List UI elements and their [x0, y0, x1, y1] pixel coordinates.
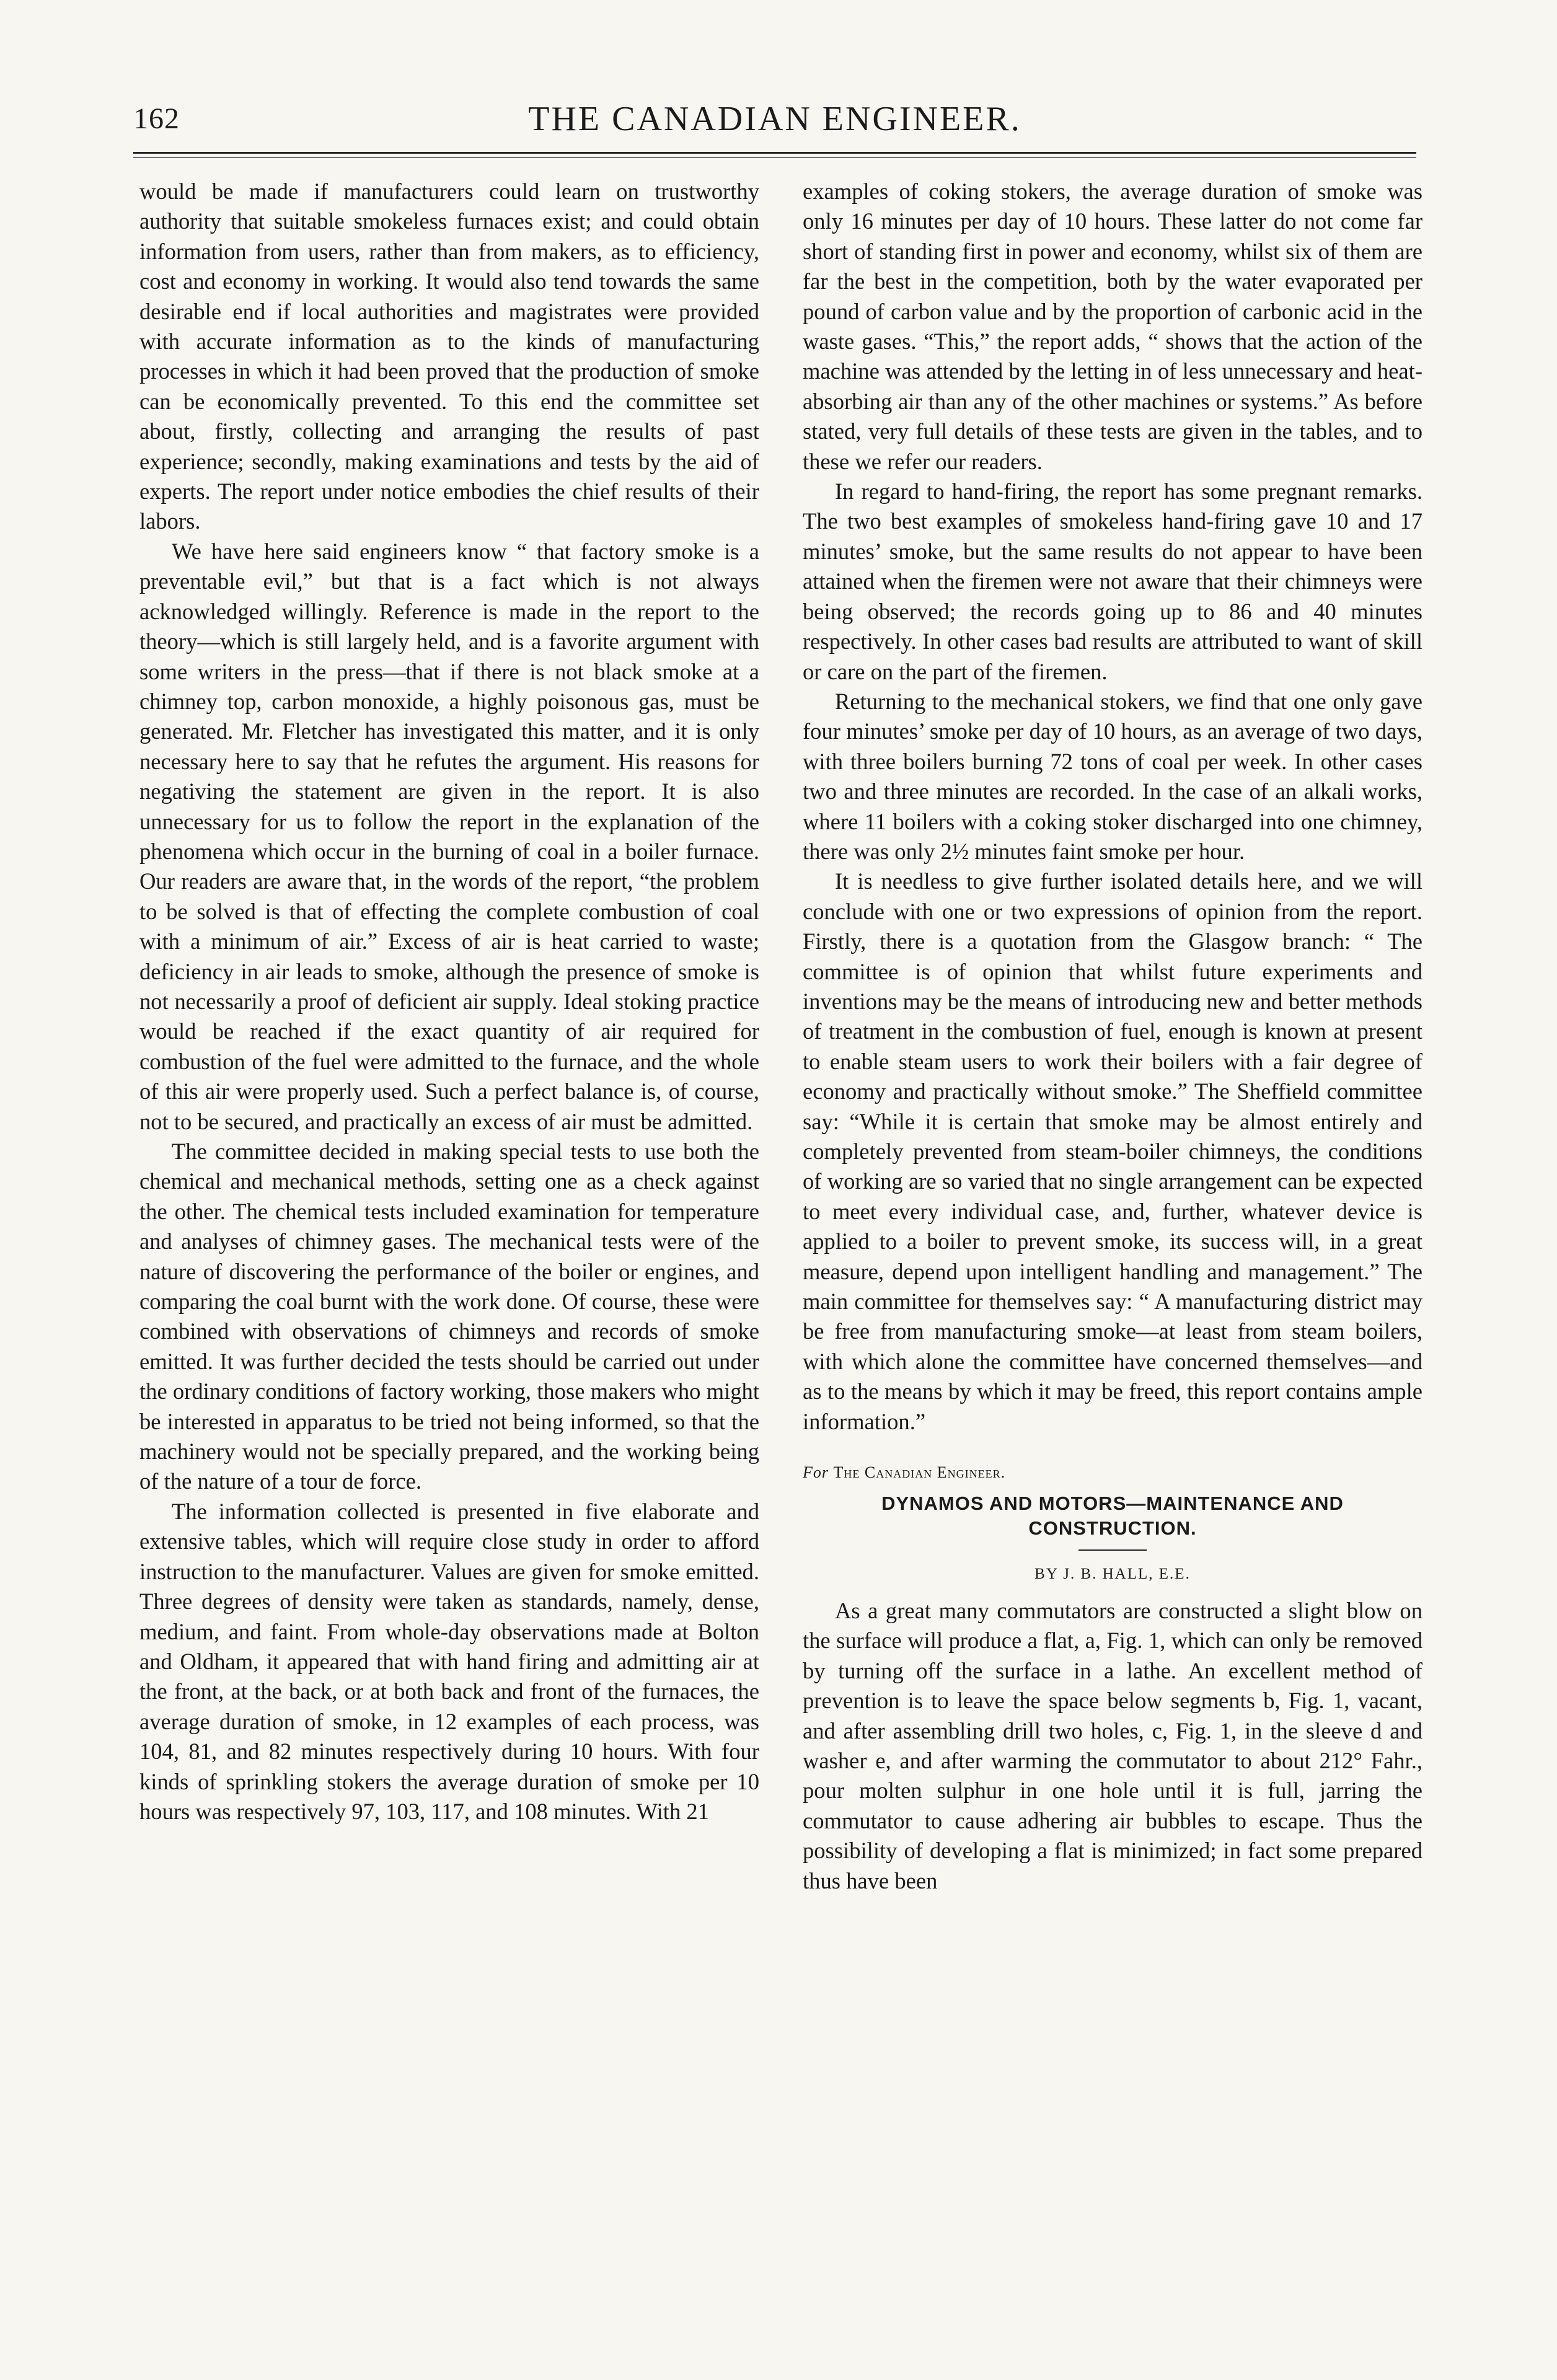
paragraph: The information collected is presented in five elaborate and extensive tables, which will require close study in order to afford instruction to the manufacturer. Values are given for smoke emitted. Three degrees of density were taken as standards, namely, dense, medium, and faint. From whole-day observations made at Bolton and Oldham, it appeared that with hand firing and admitting air at the front, at the back, or at both back and front of the furnaces, the average duration of smoke, in 12 examples of each process, was 104, 81, and 82 minutes respectively during 10 hours. With four kinds of sprinkling stokers the average duration of smoke per 10 hours was respectively 97, 103, 117, and 108 minutes. With 21 — [139, 1498, 759, 1824]
paragraph: It is needless to give further isolated details here, and we will conclude with one or two expressions of opinion from the report. Firstly, there is a quotation from the Glasgow branch: “ The committee is of opinion that whilst future experiments and inventions may be the means of introducing new and better methods of treatment in the combustion of fuel, enough is known at present to enable steam users to work their boilers with a fair degree of economy and practically without smoke.” The Sheffield committee say: “While it is certain that smoke may be almost entirely and completely prevented from steam-boiler chimneys, the conditions of working are so varied that no single arrangement can be expected to meet every individual case, and, further, whatever device is applied to a boiler to prevent smoke, its success will, in a great measure, depend upon intelligent handling and management.” The main committee for themselves say: “ A manufacturing district may be free from manufacturing smoke—at least from steam boilers, with which alone the committee have concerned themselves—and as to the means by which it may be freed, this report contains ample information.” — [803, 868, 1422, 1434]
article-title: DYNAMOS AND MOTORS—MAINTENANCE AND CONSTRUCTION. — [881, 1492, 1344, 1540]
page-number: 162 — [133, 102, 180, 135]
paragraph: examples of coking stokers, the average duration of smoke was only 16 minutes per day of 10 hours. These latter do not come far short of standing first in power and economy, whilst six of them are far the best in the competition, both by the water evaporated per pound of carbon value and by the proportion of carbonic acid in the waste gases. “This,” the report adds, “ shows that the action of the machine was attended by the letting in of less unnecessary and heat-absorbing air than any of the other machines or systems.” As before stated, very full details of these tests are given in the tables, and to these we refer our readers. — [803, 178, 1422, 474]
for-line — [803, 1458, 1422, 1488]
paragraph: would be made if manufacturers could learn on trustworthy authority that suitable smokeless furnaces exist; and could obtain information from users, rather than from makers, as to efficiency, cost and economy in working. It would also tend towards the same desirable end if local authorities and magistrates were provided with accurate information as to the kinds of manufacturing processes in which it had been proved that the production of smoke can be economically prevented. To this end the committee set about, firstly, collecting and arranging the results of past experience; secondly, making examinations and tests by the aid of experts. The report under notice embodies the chief results of their labors. — [139, 178, 759, 534]
paragraph: In regard to hand-firing, the report has some pregnant remarks. The two best examples of smokeless hand-firing gave 10 and 17 minutes’ smoke, but the same results do not appear to have been attained when the firemen were not aware that their chimneys were being observed; the records going up to 86 and 40 minutes respectively. In other cases bad results are attributed to want of skill or care on the part of the firemen. — [803, 478, 1422, 684]
article-body: As a great many commutators are constructed a slight blow on the surface will produce a flat, a, Fig. 1, which can only be removed by turning off the surface in a lathe. An excellent method of prevention is to leave the space below segments b, Fig. 1, vacant, and after assembling drill two holes, c, Fig. 1, in the sleeve d and washer e, and after warming the commutator to about 212° Fahr., pour molten sulphur in one hole until it is full, jarring the commutator to cause adhering air bubbles to escape. Thus the possibility of developing a flat is minimized; in fact some prepared thus have been — [803, 1597, 1422, 1893]
for-name: The Canadian Engineer. — [833, 1463, 1006, 1482]
byline: BY J. B. HALL, E.E. — [1034, 1566, 1191, 1583]
paragraph: We have here said engineers know “ that factory smoke is a preventable evil,” but that is a fact which is not always acknowledged willingly. Reference is made in the report to the theory—which is still largely held, and is a favorite argument with some writers in the press—that if there is not black smoke at a chimney top, carbon monoxide, a highly poisonous gas, must be generated. Mr. Fletcher has investigated this matter, and it is only necessary here to say that he refutes the argument. His reasons for negativing the statement are given in the report. It is also unnecessary for us to follow the report in the explanation of the phenomena which occur in the burning of coal in a boiler furnace. Our readers are aware that, in the words of the report, “the problem to be solved is that of effecting the complete combustion of coal with a minimum of air.” Excess of air is heat carried to waste; deficiency in air leads to smoke, although the presence of smoke is not necessarily a proof of deficient air supply. Ideal stoking practice would be reached if the exact quantity of air required for combustion of the fuel were admitted to the furnace, and the whole of this air were properly used. Such a perfect balance is, of course, not to be secured, and practically an excess of air must be admitted. — [139, 538, 759, 1134]
left-column — [139, 177, 759, 1827]
paragraph: Returning to the mechanical stokers, we find that one only gave four minutes’ smoke per day of 10 hours, as an average of two days, with three boilers burning 72 tons of coal per week. In other cases two and three minutes are recorded. In the case of an alkali works, where 11 boilers with a coking stoker discharged into one chimney, there was only 2½ minutes faint smoke per hour. — [803, 688, 1422, 864]
header-rule — [133, 152, 1416, 154]
title-rule — [1078, 1549, 1147, 1551]
header-rule-thin — [133, 157, 1416, 158]
for-prefix: For — [803, 1463, 829, 1482]
paragraph: The committee decided in making special tests to use both the chemical and mechanical methods, setting one as a check against the other. The chemical tests included examination for temperature and analyses of chimney gases. The mechanical tests were of the nature of discovering the performance of the boiler or engines, and comparing the coal burnt with the work done. Of course, these were combined with observations of chimneys and records of smoke emitted. It was further decided the tests should be carried out under the ordinary conditions of factory working, those makers who might be interested in apparatus to be tried not being informed, so that the machinery would not be specially prepared, and the working being of the nature of a tour de force. — [139, 1139, 759, 1494]
right-column — [803, 177, 1422, 1896]
journal-title: THE CANADIAN ENGINEER. — [528, 100, 1021, 138]
page-header — [133, 93, 1416, 155]
